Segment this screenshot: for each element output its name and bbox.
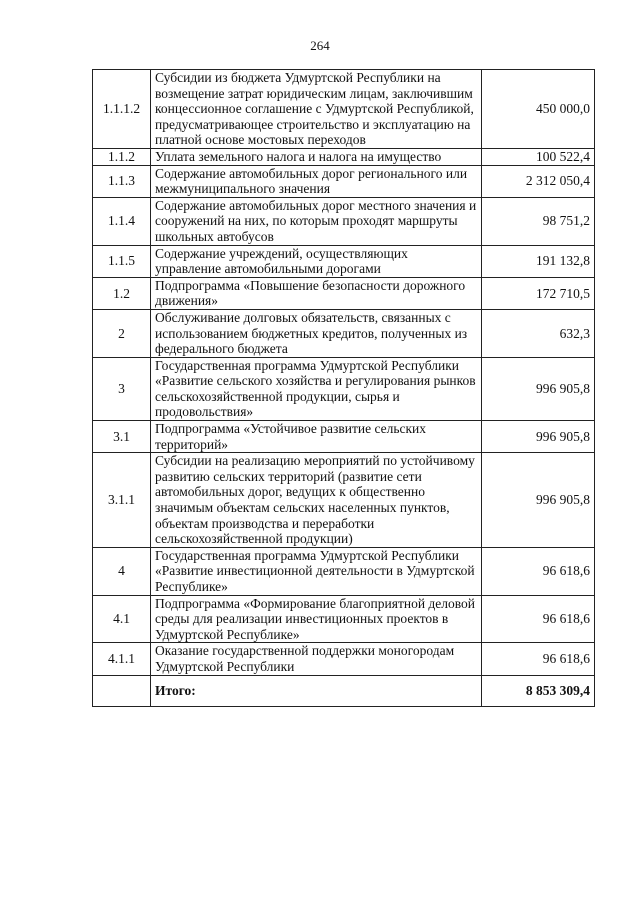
page-number: 264 bbox=[310, 38, 330, 53]
total-code bbox=[93, 675, 151, 706]
row-code: 1.1.2 bbox=[93, 148, 151, 165]
total-label: Итого: bbox=[151, 675, 482, 706]
row-amount: 96 618,6 bbox=[482, 643, 595, 675]
row-name: Подпрограмма «Формирование благоприятной деловой среды для реализации инвестиционных проектов в Удмуртской Республике» bbox=[151, 595, 482, 643]
row-name: Содержание учреждений, осуществляющих управление автомобильными дорогами bbox=[151, 245, 482, 277]
row-name: Содержание автомобильных дорог регионального или межмуниципального значения bbox=[151, 165, 482, 197]
table-row bbox=[93, 197, 595, 245]
row-code: 3.1.1 bbox=[93, 453, 151, 548]
row-name: Государственная программа Удмуртской Республики «Развитие инвестиционной деятельности в Удмуртской Республике» bbox=[151, 547, 482, 595]
row-name: Подпрограмма «Устойчивое развитие сельских территорий» bbox=[151, 421, 482, 453]
row-name: Субсидии на реализацию мероприятий по устойчивому развитию сельских территорий (развитие сети автомобильных дорог, ведущих к общественно значимым объектам сельских населенных пунктов, объектам производства и переработки сельскохозяйственной продукции) bbox=[151, 453, 482, 548]
row-code: 4.1 bbox=[93, 595, 151, 643]
row-code: 3 bbox=[93, 357, 151, 420]
row-amount: 172 710,5 bbox=[482, 277, 595, 309]
row-amount: 996 905,8 bbox=[482, 357, 595, 420]
row-amount: 191 132,8 bbox=[482, 245, 595, 277]
table-row bbox=[93, 309, 595, 357]
row-code: 4 bbox=[93, 547, 151, 595]
row-code: 3.1 bbox=[93, 421, 151, 453]
total-row bbox=[93, 675, 595, 706]
row-code: 4.1.1 bbox=[93, 643, 151, 675]
row-name: Субсидии из бюджета Удмуртской Республики на возмещение затрат юридическим лицам, заключившим концессионное соглашение с Удмуртской Республикой, предусматривающее строительство и эксплуатацию на платной основе мостовых переходов bbox=[151, 70, 482, 149]
row-code: 1.2 bbox=[93, 277, 151, 309]
row-name: Государственная программа Удмуртской Республики «Развитие сельского хозяйства и регулирования рынков сельскохозяйственной продукции, сырья и продовольствия» bbox=[151, 357, 482, 420]
total-amount: 8 853 309,4 bbox=[482, 675, 595, 706]
row-amount: 98 751,2 bbox=[482, 197, 595, 245]
table-row bbox=[93, 453, 595, 548]
table-row bbox=[93, 357, 595, 420]
budget-table bbox=[92, 69, 595, 707]
row-name: Оказание государственной поддержки моногородам Удмуртской Республики bbox=[151, 643, 482, 675]
row-amount: 632,3 bbox=[482, 309, 595, 357]
row-amount: 996 905,8 bbox=[482, 421, 595, 453]
row-name: Содержание автомобильных дорог местного значения и сооружений на них, по которым проходят маршруты школьных автобусов bbox=[151, 197, 482, 245]
row-code: 1.1.3 bbox=[93, 165, 151, 197]
row-amount: 96 618,6 bbox=[482, 547, 595, 595]
table-row bbox=[93, 70, 595, 149]
table-row bbox=[93, 245, 595, 277]
row-code: 1.1.4 bbox=[93, 197, 151, 245]
table-row bbox=[93, 165, 595, 197]
table-row bbox=[93, 547, 595, 595]
row-code: 1.1.5 bbox=[93, 245, 151, 277]
row-amount: 96 618,6 bbox=[482, 595, 595, 643]
row-amount: 450 000,0 bbox=[482, 70, 595, 149]
table-row bbox=[93, 148, 595, 165]
table-row bbox=[93, 595, 595, 643]
row-name: Уплата земельного налога и налога на имущество bbox=[151, 148, 482, 165]
row-name: Обслуживание долговых обязательств, связанных с использованием бюджетных кредитов, полученных из федерального бюджета bbox=[151, 309, 482, 357]
table-row bbox=[93, 643, 595, 675]
row-amount: 100 522,4 bbox=[482, 148, 595, 165]
row-amount: 996 905,8 bbox=[482, 453, 595, 548]
row-code: 2 bbox=[93, 309, 151, 357]
table-row bbox=[93, 421, 595, 453]
row-name: Подпрограмма «Повышение безопасности дорожного движения» bbox=[151, 277, 482, 309]
table-row bbox=[93, 277, 595, 309]
row-amount: 2 312 050,4 bbox=[482, 165, 595, 197]
row-code: 1.1.1.2 bbox=[93, 70, 151, 149]
